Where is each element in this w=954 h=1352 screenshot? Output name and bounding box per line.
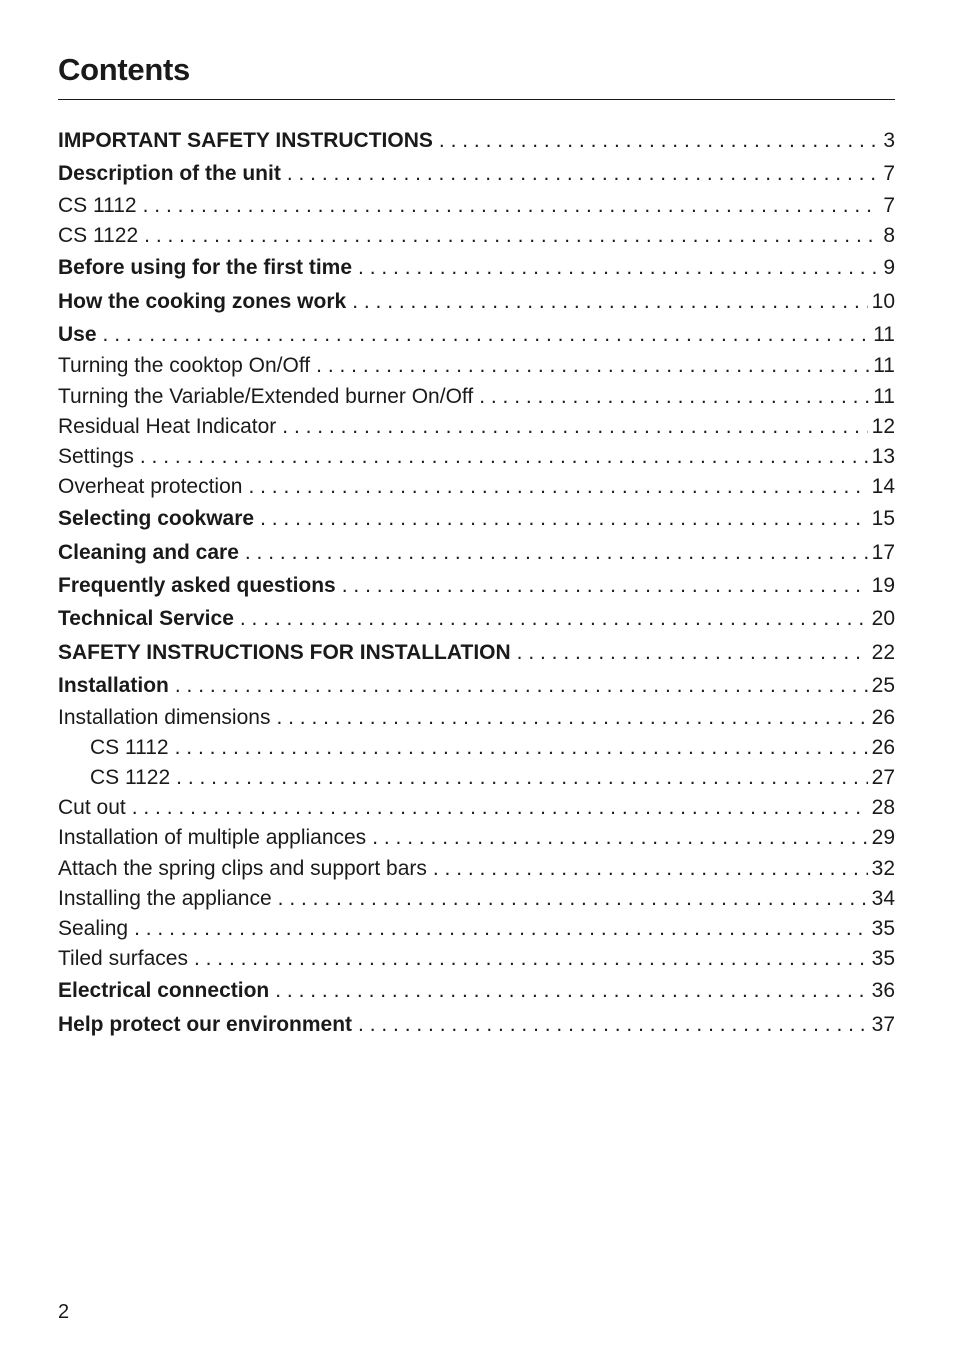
toc-entry-page: 37 (871, 1012, 895, 1036)
toc-entry[interactable] (58, 157, 895, 190)
toc-dot-leader (176, 763, 867, 793)
toc-entry-page: 12 (871, 414, 895, 438)
toc-dot-leader (140, 442, 868, 472)
toc-dot-leader (103, 318, 870, 351)
toc-dot-leader (275, 974, 867, 1007)
toc-dot-leader (248, 472, 867, 502)
toc-entry[interactable] (58, 974, 895, 1007)
page-title: Contents (58, 52, 190, 87)
toc-entry-label: How the cooking zones work (58, 289, 347, 313)
toc-entry-label: Help protect our environment (58, 1012, 353, 1036)
toc-dot-leader (132, 793, 868, 823)
toc-entry-label: Use (58, 322, 97, 346)
toc-dot-leader (144, 221, 879, 251)
toc-entry-page: 13 (871, 444, 895, 468)
toc-entry[interactable] (58, 636, 895, 669)
toc-entry-page: 20 (871, 607, 895, 631)
toc-entry-label: Before using for the first time (58, 256, 353, 280)
toc-entry[interactable] (58, 823, 895, 853)
toc-entry[interactable] (58, 382, 895, 412)
toc-entry-page: 29 (871, 826, 895, 850)
toc-dot-leader (276, 703, 867, 733)
toc-dot-leader (316, 351, 869, 381)
toc-entry-page: 7 (883, 162, 895, 186)
toc-dot-leader (358, 1008, 868, 1041)
toc-entry-page: 10 (871, 289, 895, 313)
toc-entry[interactable] (58, 191, 895, 221)
toc-entry[interactable] (58, 669, 895, 702)
toc-entry-page: 11 (873, 384, 895, 408)
toc-entry-page: 11 (873, 354, 895, 378)
toc-entry-label: Installation (58, 674, 169, 698)
toc-dot-leader (175, 669, 868, 702)
toc-dot-leader (433, 854, 868, 884)
toc-dot-leader (372, 823, 867, 853)
toc-dot-leader (439, 124, 879, 157)
toc-entry[interactable] (58, 285, 895, 318)
toc-entry[interactable] (58, 536, 895, 569)
toc-dot-leader (517, 636, 868, 669)
toc-dot-leader (278, 884, 868, 914)
toc-entry-label: CS 1112 (58, 193, 137, 217)
toc-entry-page: 28 (871, 796, 895, 820)
toc-entry-label: IMPORTANT SAFETY INSTRUCTIONS (58, 129, 433, 152)
toc-entry-label: CS 1122 (58, 223, 139, 247)
toc-entry-page: 32 (871, 856, 895, 880)
toc-entry-label: Settings (58, 444, 134, 468)
toc-dot-leader (175, 733, 868, 763)
title-divider (58, 99, 895, 100)
toc-entry[interactable] (58, 502, 895, 535)
toc-entry-page: 35 (871, 947, 895, 971)
toc-entry-page: 3 (883, 129, 895, 152)
toc-entry-label: Tiled surfaces (58, 947, 188, 971)
page-number: 2 (58, 1301, 70, 1323)
toc-entry[interactable] (58, 221, 895, 251)
toc-entry[interactable] (58, 763, 895, 793)
toc-dot-leader (194, 944, 868, 974)
toc-entry[interactable] (58, 442, 895, 472)
toc-dot-leader (260, 502, 868, 535)
toc-entry-label: Turning the cooktop On/Off (58, 354, 311, 378)
toc-entry[interactable] (58, 318, 895, 351)
toc-entry[interactable] (58, 472, 895, 502)
toc-entry-page: 26 (871, 705, 895, 729)
toc-entry-page: 14 (871, 475, 895, 499)
toc-entry-label: CS 1122 (90, 765, 171, 789)
toc-entry[interactable] (58, 914, 895, 944)
toc-entry-page: 17 (871, 540, 895, 564)
toc-entry-page: 27 (871, 765, 895, 789)
toc-entry-label: Installation of multiple appliances (58, 826, 367, 850)
toc-entry-label: Sealing (58, 916, 129, 940)
toc-entry-page: 25 (871, 674, 895, 698)
toc-entry-page: 22 (871, 640, 895, 664)
toc-entry[interactable] (58, 884, 895, 914)
toc-entry-page: 36 (871, 979, 895, 1003)
toc-dot-leader (245, 536, 868, 569)
toc-entry-page: 11 (873, 322, 895, 346)
toc-entry[interactable] (58, 569, 895, 602)
toc-entry-label: Electrical connection (58, 979, 270, 1003)
toc-entry[interactable] (58, 351, 895, 381)
toc-entry-label: Technical Service (58, 607, 234, 631)
toc-entry-label: Frequently asked questions (58, 574, 336, 598)
toc-entry-label: Description of the unit (58, 162, 281, 186)
toc-entry-page: 19 (871, 574, 895, 598)
toc-dot-leader (342, 569, 868, 602)
toc-dot-leader (282, 412, 867, 442)
toc-entry-label: Cut out (58, 796, 126, 820)
toc-entry[interactable] (58, 854, 895, 884)
toc-entry-page: 35 (871, 916, 895, 940)
toc-entry-label: Turning the Variable/Extended burner On/Off (58, 384, 474, 408)
toc-entry-page: 7 (883, 193, 895, 217)
toc-entry[interactable] (58, 124, 895, 157)
toc-entry-page: 9 (883, 256, 895, 280)
toc-entry[interactable] (58, 733, 895, 763)
toc-dot-leader (479, 382, 869, 412)
toc-entry-label: SAFETY INSTRUCTIONS FOR INSTALLATION (58, 640, 511, 664)
toc-dot-leader (134, 914, 868, 944)
toc-entry-page: 26 (871, 735, 895, 759)
toc-entry-label: Installation dimensions (58, 705, 271, 729)
toc-entry-page: 8 (883, 223, 895, 247)
toc-entry[interactable] (58, 251, 895, 284)
toc-entry[interactable] (58, 944, 895, 974)
toc-entry-label: Cleaning and care (58, 540, 239, 564)
toc-entry[interactable] (58, 412, 895, 442)
toc-entry[interactable] (58, 703, 895, 733)
toc-dot-leader (143, 191, 880, 221)
toc-dot-leader (240, 602, 868, 635)
toc-entry-label: Overheat protection (58, 475, 243, 499)
toc-entry-page: 15 (871, 507, 895, 531)
table-of-contents (58, 124, 895, 1041)
toc-dot-leader (287, 157, 879, 190)
toc-dot-leader (352, 285, 867, 318)
toc-entry-label: Installing the appliance (58, 886, 272, 910)
toc-entry[interactable] (58, 602, 895, 635)
toc-dot-leader (358, 251, 879, 284)
toc-entry-label: CS 1112 (90, 735, 169, 759)
toc-entry[interactable] (58, 1008, 895, 1041)
toc-entry-page: 34 (871, 886, 895, 910)
toc-entry[interactable] (58, 793, 895, 823)
toc-entry-label: Residual Heat Indicator (58, 414, 277, 438)
toc-entry-label: Selecting cookware (58, 507, 255, 531)
toc-entry-label: Attach the spring clips and support bars (58, 856, 427, 880)
